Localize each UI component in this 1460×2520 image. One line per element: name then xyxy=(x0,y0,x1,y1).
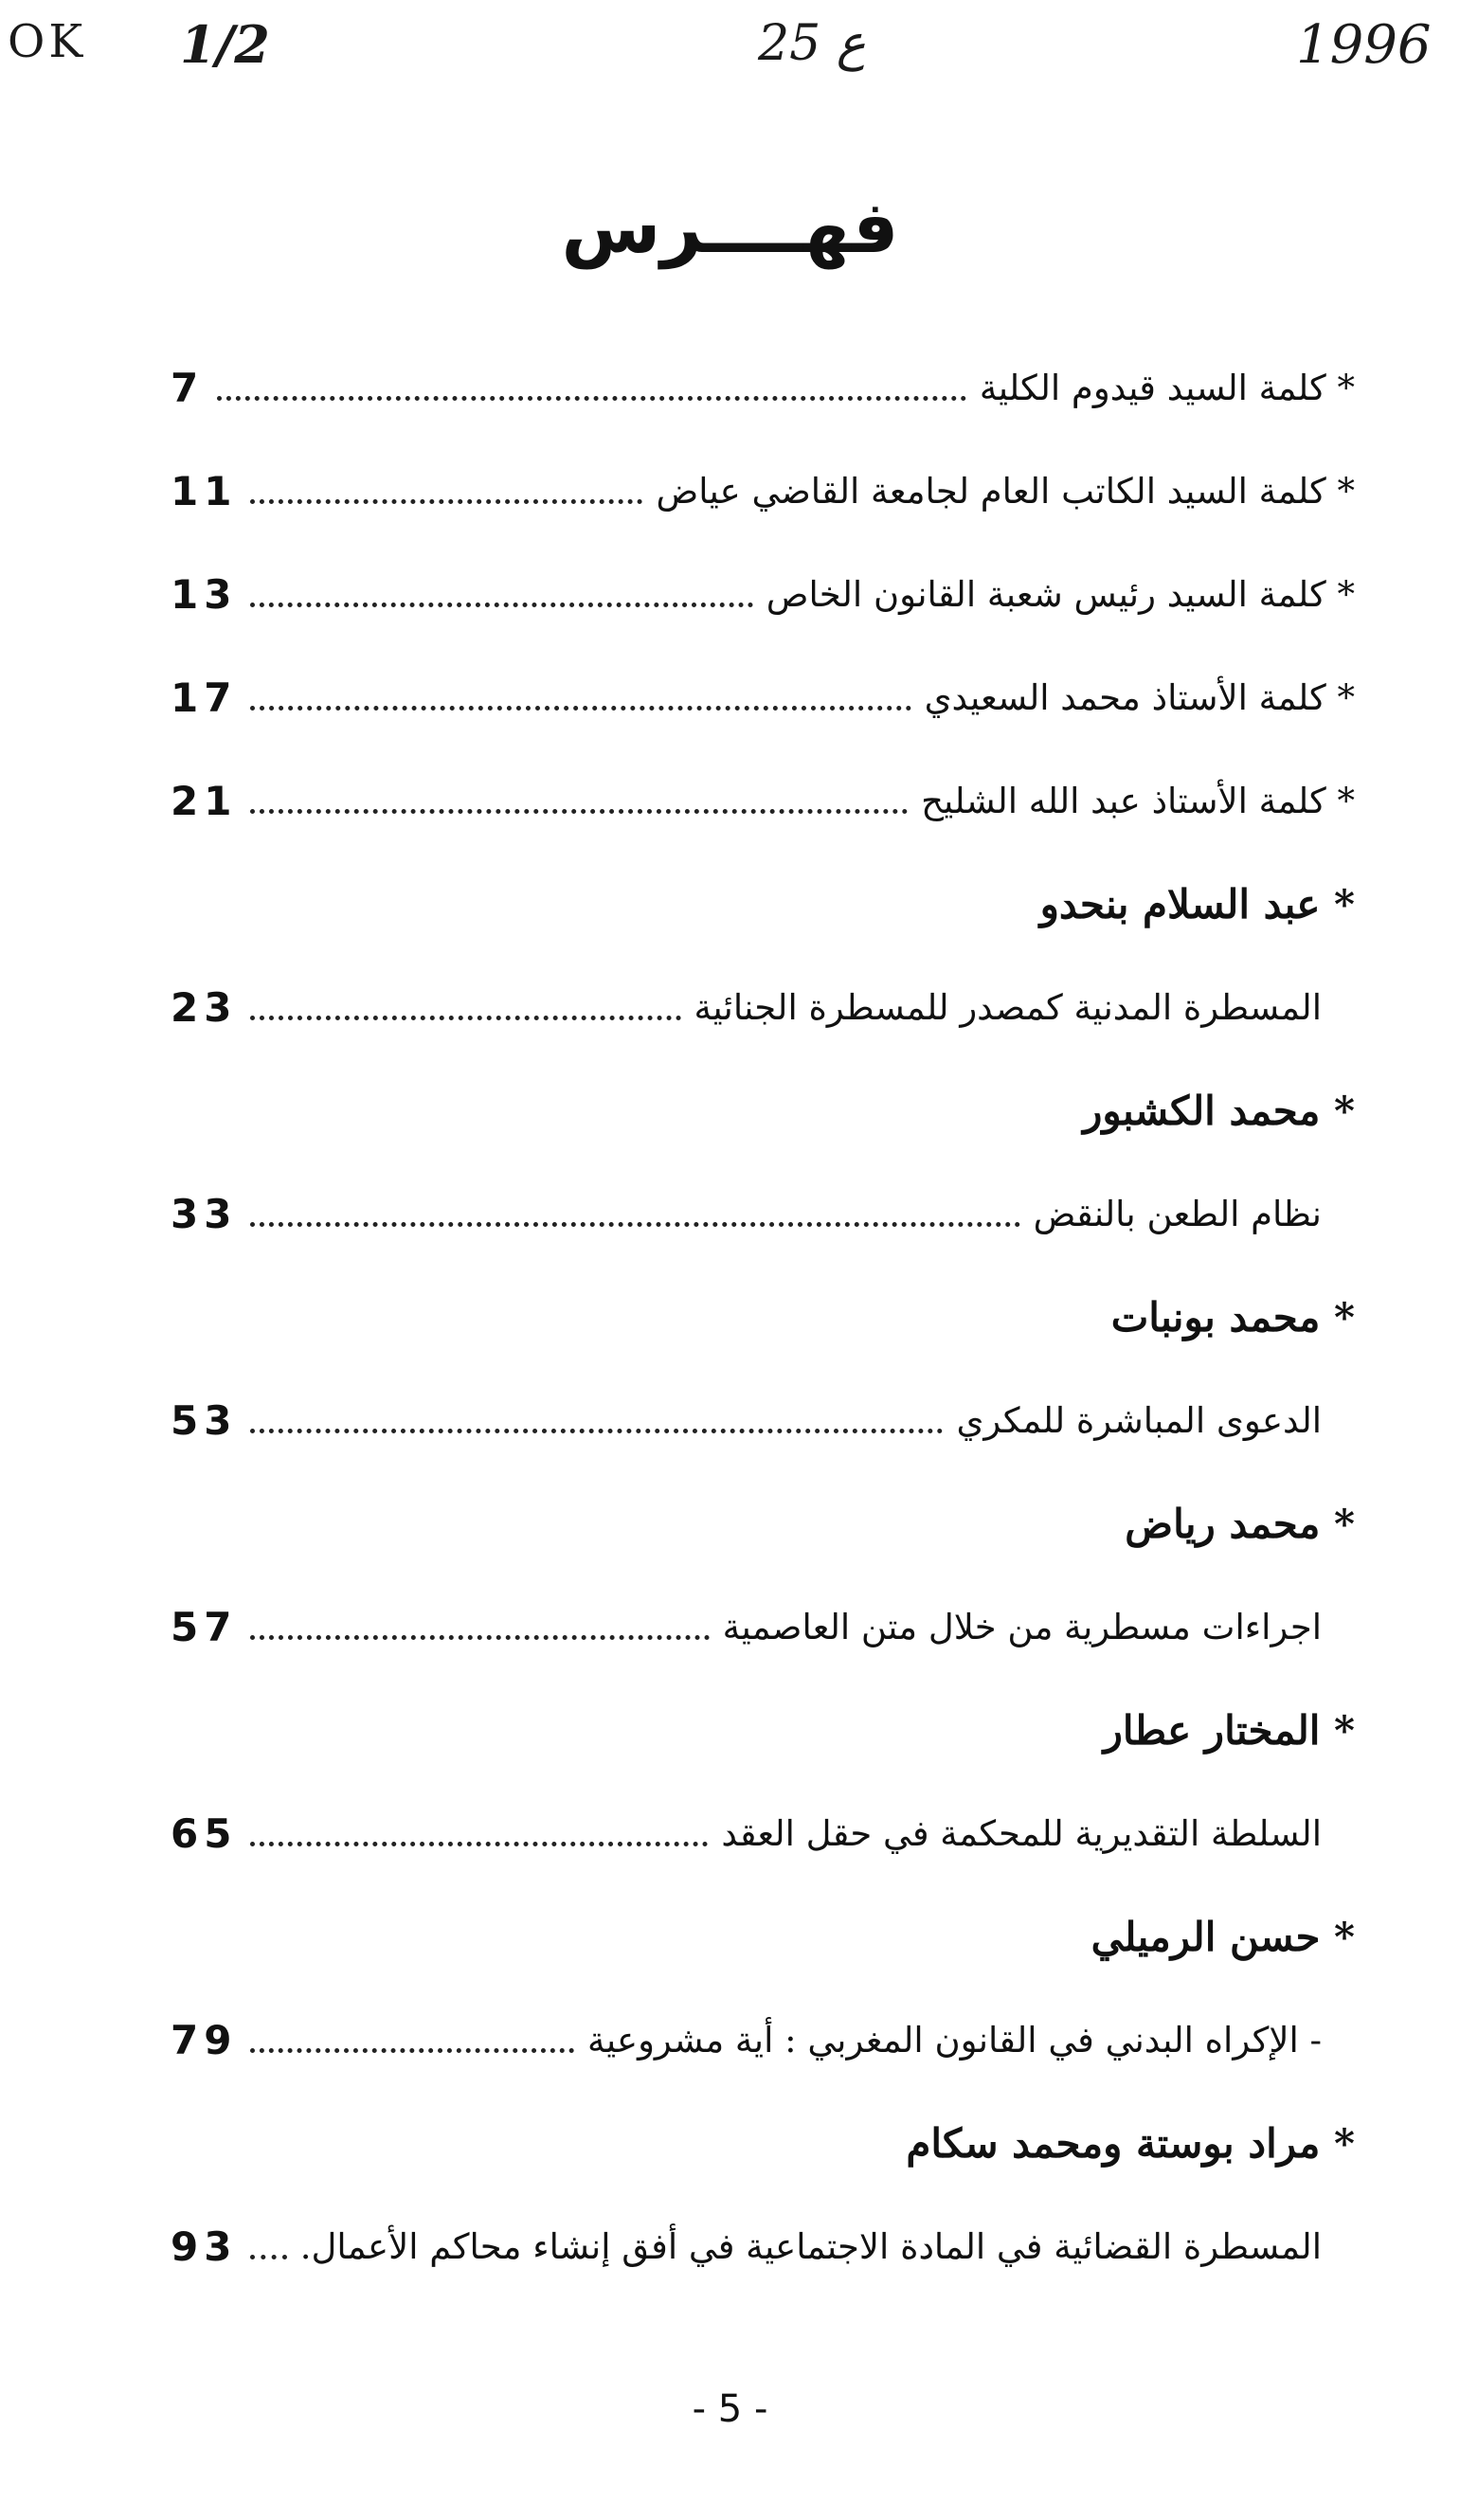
toc-entry xyxy=(171,336,1355,440)
toc-entry xyxy=(171,646,1355,749)
entry-page-number: 11 xyxy=(171,468,238,514)
author-name: * مراد بوستة ومحمد سكام xyxy=(906,2120,1355,2167)
entry-title: * كلمة الأستاذ عبد الله الشليح xyxy=(921,781,1355,821)
toc-entry xyxy=(171,440,1355,543)
dot-leader xyxy=(250,1015,680,1020)
dot-leader xyxy=(250,2047,574,2053)
page-number: - 5 - xyxy=(692,2387,768,2431)
entry-page-number: 7 xyxy=(171,365,205,411)
table-of-contents xyxy=(171,336,1355,2298)
dot-leader xyxy=(250,1221,1019,1227)
handwritten-fraction-note: 1/2 xyxy=(180,14,270,75)
entry-page-number: 53 xyxy=(171,1397,238,1444)
author-name: * عبد السلام بنحدو xyxy=(1039,881,1355,927)
toc-author-heading xyxy=(171,1679,1355,1782)
entry-page-number: 13 xyxy=(171,571,238,618)
entry-page-number: 23 xyxy=(171,984,238,1031)
toc-entry xyxy=(171,749,1355,853)
entry-title: المسطرة القضائية في المادة الاجتماعية في أفق إنشاء محاكم الأعمال. xyxy=(299,2226,1322,2267)
author-name: * محمد بونبات xyxy=(1110,1294,1355,1341)
toc-entry xyxy=(171,1369,1355,1472)
dot-leader xyxy=(250,602,752,607)
entry-title: اجراءات مسطرية من خلال متن العاصمية xyxy=(722,1607,1322,1647)
entry-title: * كلمة السيد رئيس شعبة القانون الخاص xyxy=(766,574,1355,615)
toc-entry xyxy=(171,956,1355,1059)
toc-author-heading xyxy=(171,1059,1355,1162)
dot-leader xyxy=(250,2254,286,2259)
author-name: * حسن الرميلي xyxy=(1090,1914,1355,1960)
dot-leader xyxy=(217,395,966,401)
entry-title: * كلمة السيد قيدوم الكلية xyxy=(979,368,1355,408)
page-title: فهــــرس xyxy=(561,185,899,269)
dot-leader xyxy=(250,498,642,504)
author-name: * محمد الكشبور xyxy=(1083,1088,1355,1134)
dot-leader xyxy=(250,705,910,711)
entry-page-number: 17 xyxy=(171,675,238,721)
author-name: * المختار عطار xyxy=(1103,1707,1355,1754)
handwritten-ok-note: OK xyxy=(8,15,87,68)
entry-title: المسطرة المدنية كمصدر للمسطرة الجنائية xyxy=(694,987,1322,1028)
toc-author-heading xyxy=(171,853,1355,956)
toc-entry xyxy=(171,1782,1355,1885)
entry-page-number: 93 xyxy=(171,2223,238,2270)
dot-leader xyxy=(250,1841,708,1846)
entry-title: السلطة التقديرية للمحكمة في حقل العقد xyxy=(721,1813,1322,1854)
toc-author-heading xyxy=(171,2092,1355,2195)
toc-author-heading xyxy=(171,1472,1355,1575)
entry-title: * كلمة الأستاذ محمد السعيدي xyxy=(924,677,1355,718)
toc-author-heading xyxy=(171,1266,1355,1369)
handwritten-code-note: ع 25 xyxy=(758,15,866,72)
author-name: * محمد رياض xyxy=(1125,1501,1355,1547)
handwritten-year-note: 1996 xyxy=(1296,14,1432,76)
toc-entry xyxy=(171,1575,1355,1679)
dot-leader xyxy=(250,808,908,814)
entry-page-number: 57 xyxy=(171,1604,238,1650)
entry-title: - الإكراه البدني في القانون المغربي : أية مشروعية xyxy=(586,2020,1322,2061)
entry-page-number: 65 xyxy=(171,1810,238,1857)
toc-author-heading xyxy=(171,1885,1355,1989)
entry-page-number: 21 xyxy=(171,778,238,824)
toc-entry xyxy=(171,543,1355,646)
toc-entry xyxy=(171,2195,1355,2298)
entry-page-number: 33 xyxy=(171,1191,238,1237)
entry-title: * كلمة السيد الكاتب العام لجامعة القاضي عياض xyxy=(656,471,1355,512)
entry-title: نظام الطعن بالنقض xyxy=(1033,1194,1322,1234)
toc-entry xyxy=(171,1162,1355,1266)
dot-leader xyxy=(250,1428,943,1433)
entry-page-number: 79 xyxy=(171,2017,238,2063)
entry-title: الدعوى المباشرة للمكري xyxy=(956,1400,1322,1441)
dot-leader xyxy=(250,1634,709,1640)
toc-entry xyxy=(171,1989,1355,2092)
